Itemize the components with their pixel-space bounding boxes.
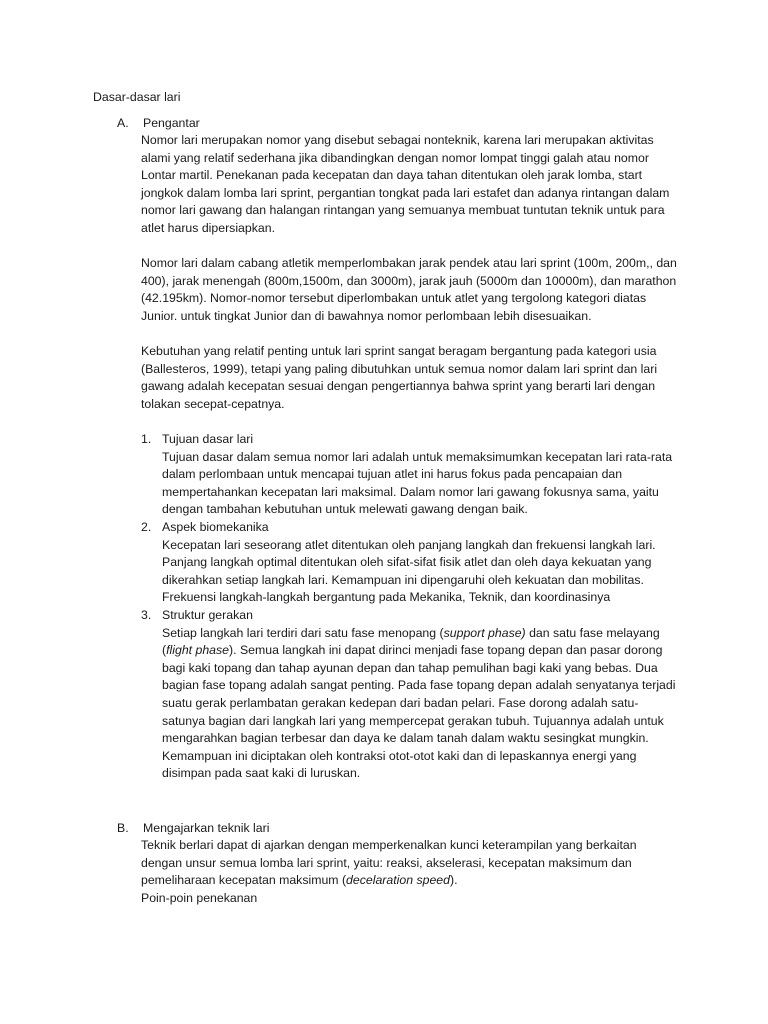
text-run: Setiap langkah lari terdiri dari satu fase menopang ( xyxy=(162,625,444,640)
paragraph xyxy=(141,837,681,890)
list-item-number: 2. xyxy=(141,519,152,534)
list-item-title: Tujuan dasar lari xyxy=(162,432,254,446)
list-item-title: Aspek biomekanika xyxy=(162,519,269,534)
text-run: dan satu fase melayang ( xyxy=(162,625,660,658)
section-a-heading: Pengantar xyxy=(143,116,200,130)
document-title: Dasar-dasar lari xyxy=(93,90,181,104)
list-item xyxy=(141,519,681,607)
italic-term: decelaration speed xyxy=(346,873,450,888)
text-run: ). Semua langkah ini dapat dirinci menjadi fase topang depan dan pasar dorong bagi kaki topang dan tahap ayunan depan dan tahap pemulihan bagi kaki yang bebas. Dua bagian fase topang adalah sangat penting. Pada fase topang depan adalah senyatanya terjadi suatu gerak perlambatan gerakan kedepan dari badan pelari. Fase dorong adalah satu-satunya bagian dari langkah lari yang mempercepat gerakan tubuh. Tujuannya adalah untuk mengarahkan bagian terbesar dan daya ke dalam tanah dalam waktu sesingkat mungkin. Kemampuan ini diciptakan oleh kontraksi otot-otot kaki dan di lepaskannya energi yang disimpan pada saat kaki di luruskan. xyxy=(162,643,676,781)
paragraph: Kebutuhan yang relatif penting untuk lari sprint sangat beragam bergantung pada kategori usia (Ballesteros, 1999), tetapi yang paling dibutuhkan untuk semua nomor dalam lari sprint dan lari gawang adalah kecepatan sesuai dengan pengertiannya bahwa sprint yang berarti lari dengan tolakan secepat-cepatnya. xyxy=(141,344,658,411)
section-b-marker: B. xyxy=(117,821,129,835)
section-b-heading: Mengajarkan teknik lari xyxy=(143,821,270,835)
section-a-marker: A. xyxy=(117,116,129,130)
list-item-number: 3. xyxy=(141,607,152,622)
section-a-list xyxy=(141,431,681,783)
list-item-title: Struktur gerakan xyxy=(162,607,253,622)
paragraph: Nomor lari dalam cabang atletik memperlombakan jarak pendek atau lari sprint (100m, 200m,, dan 400), jarak menengah (800m,1500m, dan 3000m), jarak jauh (5000m dan 10000m), dan marathon (42.195km). Nomor-nomor tersebut diperlombakan untuk atlet yang tergolong kategori diatas Junior. untuk tingkat Junior dan di bawahnya nomor perlombaan lebih disesuaikan. xyxy=(141,256,677,323)
list-item-body: Kecepatan lari seseorang atlet ditentukan oleh panjang langkah dan frekuensi langkah lari. Panjang langkah optimal ditentukan oleh sifat-sifat fisik atlet dan oleh daya kekuatan yang dikerahkan setiap langkah lari. Kemampuan ini dipengaruhi oleh kekuatan dan mobilitas. Frekuensi langkah-langkah bergantung pada Mekanika, Teknik, dan koordinasinya xyxy=(162,537,656,605)
text-run: Teknik berlari dapat di ajarkan dengan memperkenalkan kunci keterampilan yang berkaitan dengan unsur semua lomba lari sprint, yaitu: reaksi, akselerasi, kecepatan maksimum dan pemeliharaan kecepatan maksimum ( xyxy=(141,838,637,888)
text-run: ). xyxy=(449,873,458,888)
italic-term: flight phase xyxy=(166,643,230,658)
italic-term: support phase) xyxy=(443,625,526,640)
list-item-body: Tujuan dasar dalam semua nomor lari adalah untuk memaksimumkan kecepatan lari rata-rata dalam perlombaan untuk mencapai tujuan atlet ini harus fokus pada pencapaian dan mempertahankan kecepatan lari maksimal. Dalam nomor lari gawang fokusnya sama, yaitu dengan tambahan kebutuhan untuk melewati gawang dengan baik. xyxy=(162,449,673,517)
list-item-number: 1. xyxy=(141,432,152,446)
section-b-body xyxy=(141,837,681,907)
list-item-body xyxy=(162,625,681,783)
paragraph: Nomor lari merupakan nomor yang disebut sebagai nonteknik, karena lari merupakan aktivitas alami yang relatif sederhana jika dibandingkan dengan nomor lompat tinggi galah atau nomor Lontar martil. Penekanan pada kecepatan dan daya tahan ditentukan oleh jarak lomba, start jongkok dalam lomba lari sprint, pergantian tongkat pada lari estafet dan adanya rintangan dalam nomor lari gawang dan halangan rintangan yang semuanya membuat tuntutan teknik untuk para atlet harus dipersiapkan. xyxy=(141,133,670,235)
list-item xyxy=(141,607,681,783)
section-a-intro xyxy=(141,132,681,414)
list-item xyxy=(141,431,681,519)
subheading: Poin-poin penekanan xyxy=(141,890,258,905)
